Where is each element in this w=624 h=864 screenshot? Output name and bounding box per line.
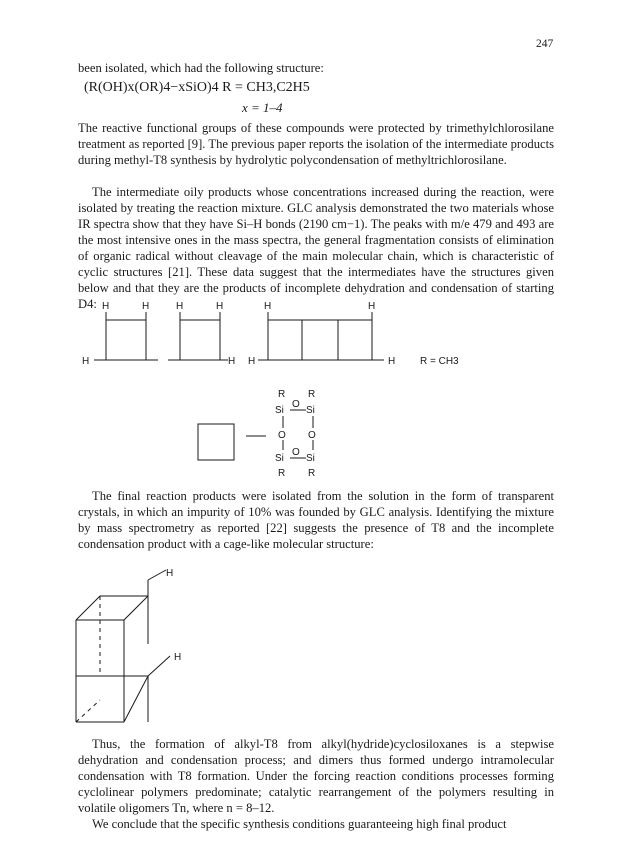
o-label: O [292,399,300,410]
page-number: 247 [536,38,554,50]
r-label: R [278,389,286,400]
o-label: O [308,430,316,441]
o-label: O [292,447,300,458]
cage-structure-diagram [70,566,210,728]
si-label: Si [306,405,315,416]
r-label: R [308,389,316,400]
h-label: H [228,356,236,367]
formula-x-range: x = 1–4 [242,100,283,115]
paragraph-1 [78,120,554,168]
paragraph-5-text: We conclude that the specific synthesis conditions guaranteeing high final product [92,817,507,831]
h-label: H [142,301,150,312]
paragraph-4-text: Thus, the formation of alkyl-T8 from alkyl(hydride)cyclosiloxanes is a stepwise dehydration and condensation process; and dimers thus formed undergo intramolecular condensation with T8 formation. Under the forcing reaction conditions processes forming cyclolinear polymers predominate; catalytic rearrangement of the polymers resulting in volatile oligomers Tn, where n = 8–12. [78,737,554,815]
r-label: R [278,468,286,479]
h-label: H [264,301,272,312]
intermediate-structures-scheme [80,298,540,482]
paragraph-3 [78,488,554,552]
h-label: H [388,356,396,367]
r-definition: R = CH3 [420,356,459,367]
paragraph-3-text: The final reaction products were isolated from the solution in the form of transparent crystals, in which an impurity of 10% was founded by GLC analysis. Identifying the mixture by mass spectrometry as reported [22] suggests the presence of T8 and the incomplete condensation product with a cage-like molecular structure: [78,489,554,551]
h-label: H [176,301,184,312]
h-label: H [248,356,256,367]
si-label: Si [275,405,284,416]
paragraph-2-text: The intermediate oily products whose concentrations increased during the reaction, were isolated by treating the reaction mixture. GLC analysis demonstrated the two materials whose IR spectra show that they have Si–H bonds (2190 cm−1). The peaks with m/e 479 and 493 are the most intensive ones in the mass spectra, the general fragmentation consists of elimination of organic radical without cleavage of the main molecular chain, which is characteristic of cyclic structures [21]. These data suggest that the intermediates have the structures given below and that they are the products of incomplete dehydration and condensation of starting D4: [78,185,554,311]
h-label: H [166,568,174,579]
r-label: R [308,468,316,479]
h-label: H [82,356,90,367]
formula-main: (R(OH)x(OR)4−xSiO)4 R = CH3,C2H5 [84,80,310,95]
paragraph-5 [78,816,554,832]
paragraph-4 [78,736,554,816]
paragraph-2 [78,184,554,312]
intro-text: been isolated, which had the following structure: [78,61,324,75]
h-label: H [216,301,224,312]
o-label: O [278,430,286,441]
h-label: H [368,301,376,312]
intro-line [78,60,554,76]
h-label: H [174,652,182,663]
si-label: Si [306,453,315,464]
si-label: Si [275,453,284,464]
h-label: H [102,301,110,312]
paragraph-1-text: The reactive functional groups of these compounds were protected by trimethylchlorosilane treatment as reported [9]. The previous paper reports the isolation of the intermediate products during methyl-T8 synthesis by hydrolytic polycondensation of methyltrichlorosilane. [78,121,554,167]
